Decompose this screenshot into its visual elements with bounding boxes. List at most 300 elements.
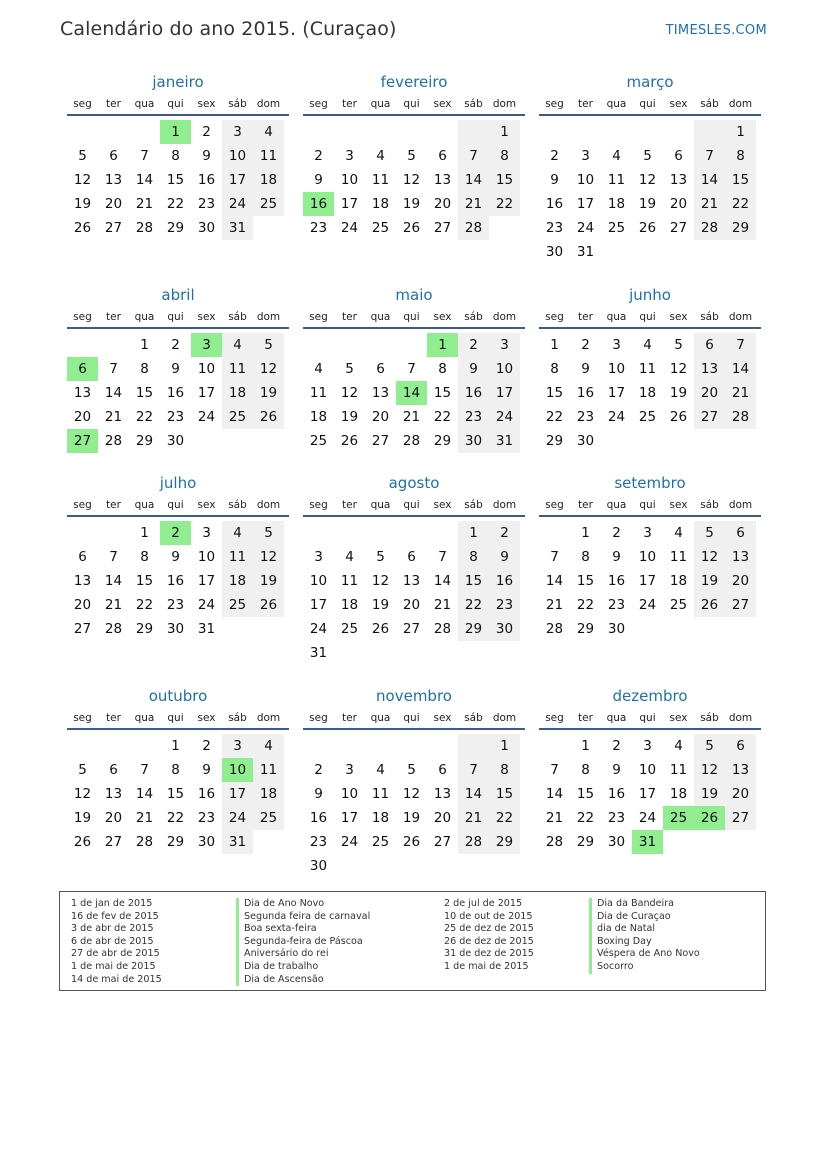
day-cell: 28 bbox=[545, 621, 564, 637]
holiday-name: Aniversário do rei bbox=[236, 948, 370, 961]
weekday-label: sex bbox=[197, 712, 216, 724]
day-cell: 20 bbox=[725, 782, 756, 806]
weekday-header bbox=[67, 94, 289, 116]
empty-cell bbox=[334, 854, 365, 878]
day-cell: 5 bbox=[407, 148, 416, 164]
day-cell: 10 bbox=[340, 172, 359, 188]
day-cell: 8 bbox=[171, 148, 180, 164]
empty-cell bbox=[303, 120, 334, 144]
day-cell: 16 bbox=[545, 196, 564, 212]
day-cell: 5 bbox=[78, 762, 87, 778]
day-cell: 10 bbox=[222, 144, 253, 168]
weekday-label: seg bbox=[309, 712, 328, 724]
weekday-label: dom bbox=[492, 311, 517, 323]
day-cell: 26 bbox=[638, 220, 657, 236]
day-cell: 18 bbox=[253, 782, 284, 806]
day-cell: 25 bbox=[607, 220, 626, 236]
day-cell: 21 bbox=[433, 597, 452, 613]
empty-cell bbox=[663, 429, 694, 453]
day-cell: 20 bbox=[104, 196, 123, 212]
holiday-day-cell: 1 bbox=[427, 333, 458, 357]
weekday-label: qui bbox=[167, 311, 184, 323]
empty-cell bbox=[427, 734, 458, 758]
day-cell: 1 bbox=[140, 525, 149, 541]
day-cell: 19 bbox=[694, 569, 725, 593]
weekday-label: qui bbox=[167, 98, 184, 110]
day-cell: 5 bbox=[253, 333, 284, 357]
day-cell: 6 bbox=[438, 148, 447, 164]
day-cell: 30 bbox=[197, 220, 216, 236]
holiday-date: 1 de mai de 2015 bbox=[71, 960, 156, 972]
day-cell: 2 bbox=[581, 337, 590, 353]
day-cell: 18 bbox=[371, 810, 390, 826]
day-cell: 25 bbox=[669, 597, 688, 613]
day-cell: 15 bbox=[545, 385, 564, 401]
empty-cell bbox=[601, 240, 632, 264]
weekday-label: sex bbox=[669, 499, 688, 511]
day-cell: 23 bbox=[197, 810, 216, 826]
brand-logo[interactable]: TIMESLES.COM bbox=[665, 23, 767, 38]
day-cell: 9 bbox=[612, 549, 621, 565]
day-cell: 21 bbox=[694, 192, 725, 216]
day-cell: 18 bbox=[309, 409, 328, 425]
weekday-label: dom bbox=[728, 311, 753, 323]
day-cell: 14 bbox=[458, 782, 489, 806]
empty-cell bbox=[601, 120, 632, 144]
weekday-label: qua bbox=[606, 98, 627, 110]
holiday-date: 3 de abr de 2015 bbox=[71, 923, 154, 935]
weekday-label: qui bbox=[639, 98, 656, 110]
day-cell: 21 bbox=[104, 597, 123, 613]
day-cell: 30 bbox=[197, 834, 216, 850]
day-cell: 22 bbox=[433, 409, 452, 425]
empty-cell bbox=[365, 120, 396, 144]
holiday-name: Segunda-feira de Páscoa bbox=[236, 936, 370, 949]
empty-cell bbox=[334, 120, 365, 144]
day-cell: 28 bbox=[545, 834, 564, 850]
empty-cell bbox=[427, 521, 458, 545]
day-cell: 19 bbox=[402, 810, 421, 826]
month-name: maio bbox=[395, 286, 433, 304]
day-cell: 29 bbox=[576, 834, 595, 850]
holiday-date: 25 de dez de 2015 bbox=[444, 923, 534, 935]
day-cell: 27 bbox=[73, 621, 92, 637]
day-cell: 22 bbox=[458, 593, 489, 617]
day-cell: 2 bbox=[314, 762, 323, 778]
empty-cell bbox=[396, 521, 427, 545]
weekday-header bbox=[539, 307, 761, 329]
day-cell: 2 bbox=[314, 148, 323, 164]
empty-cell bbox=[725, 617, 756, 641]
day-cell: 16 bbox=[309, 810, 328, 826]
day-cell: 12 bbox=[340, 385, 359, 401]
day-cell: 11 bbox=[253, 144, 284, 168]
holiday-name: Socorro bbox=[589, 961, 700, 974]
day-cell: 15 bbox=[489, 782, 520, 806]
day-cell: 22 bbox=[489, 192, 520, 216]
holiday-name: Boxing Day bbox=[589, 936, 700, 949]
day-cell: 12 bbox=[73, 786, 92, 802]
weekday-label: qui bbox=[403, 98, 420, 110]
day-cell: 17 bbox=[197, 573, 216, 589]
weekday-label: ter bbox=[106, 98, 121, 110]
day-cell: 17 bbox=[489, 381, 520, 405]
day-cell: 15 bbox=[489, 168, 520, 192]
day-cell: 20 bbox=[433, 196, 452, 212]
day-cell: 8 bbox=[171, 762, 180, 778]
empty-cell bbox=[539, 521, 570, 545]
month-name: dezembro bbox=[612, 687, 688, 705]
day-cell: 11 bbox=[371, 172, 390, 188]
empty-cell bbox=[489, 854, 520, 878]
day-cell: 3 bbox=[314, 549, 323, 565]
day-cell: 5 bbox=[376, 549, 385, 565]
day-cell: 22 bbox=[576, 597, 595, 613]
weekday-label: dom bbox=[728, 98, 753, 110]
day-cell: 17 bbox=[222, 782, 253, 806]
day-cell: 6 bbox=[438, 762, 447, 778]
holiday-name: Dia de Ano Novo bbox=[236, 898, 370, 911]
day-cell: 26 bbox=[73, 220, 92, 236]
holiday-day-cell: 3 bbox=[191, 333, 222, 357]
holiday-dates-left bbox=[71, 898, 162, 986]
weekday-label: seg bbox=[545, 311, 564, 323]
day-cell: 2 bbox=[458, 333, 489, 357]
weekday-label: dom bbox=[256, 499, 281, 511]
day-cell: 12 bbox=[253, 357, 284, 381]
day-cell: 6 bbox=[725, 734, 756, 758]
day-cell: 25 bbox=[371, 834, 390, 850]
day-cell: 24 bbox=[309, 621, 328, 637]
holiday-date: 1 de mai de 2015 bbox=[444, 960, 529, 972]
day-cell: 15 bbox=[135, 573, 154, 589]
day-cell: 5 bbox=[253, 521, 284, 545]
day-cell: 13 bbox=[669, 172, 688, 188]
day-cell: 16 bbox=[607, 573, 626, 589]
day-cell: 10 bbox=[197, 549, 216, 565]
day-cell: 21 bbox=[402, 409, 421, 425]
day-cell: 28 bbox=[402, 433, 421, 449]
day-cell: 4 bbox=[222, 333, 253, 357]
weekday-header bbox=[539, 94, 761, 116]
day-cell: 5 bbox=[345, 361, 354, 377]
day-cell: 8 bbox=[489, 144, 520, 168]
day-cell: 2 bbox=[489, 521, 520, 545]
day-cell: 11 bbox=[607, 172, 626, 188]
empty-cell bbox=[222, 429, 253, 453]
empty-cell bbox=[334, 734, 365, 758]
day-cell: 24 bbox=[638, 810, 657, 826]
day-cell: 4 bbox=[376, 762, 385, 778]
empty-cell bbox=[129, 120, 160, 144]
day-cell: 30 bbox=[576, 433, 595, 449]
day-cell: 1 bbox=[489, 734, 520, 758]
days-grid bbox=[67, 120, 289, 240]
holiday-date: 14 de mai de 2015 bbox=[71, 973, 162, 985]
day-cell: 27 bbox=[433, 834, 452, 850]
month-maio bbox=[303, 285, 525, 453]
weekday-label: sáb bbox=[700, 499, 719, 511]
weekday-label: dom bbox=[256, 98, 281, 110]
day-cell: 16 bbox=[489, 569, 520, 593]
weekday-header bbox=[303, 307, 525, 329]
day-cell: 20 bbox=[694, 381, 725, 405]
day-cell: 23 bbox=[458, 405, 489, 429]
day-cell: 9 bbox=[314, 172, 323, 188]
day-cell: 24 bbox=[222, 806, 253, 830]
holiday-date: 10 de out de 2015 bbox=[444, 910, 533, 922]
day-cell: 17 bbox=[638, 573, 657, 589]
day-cell: 12 bbox=[253, 545, 284, 569]
day-cell: 30 bbox=[166, 433, 185, 449]
day-cell: 16 bbox=[197, 172, 216, 188]
month-julho bbox=[67, 473, 289, 641]
weekday-label: ter bbox=[578, 499, 593, 511]
day-cell: 13 bbox=[725, 758, 756, 782]
day-cell: 9 bbox=[171, 361, 180, 377]
day-cell: 21 bbox=[104, 409, 123, 425]
day-cell: 12 bbox=[402, 786, 421, 802]
day-cell: 24 bbox=[197, 409, 216, 425]
empty-cell bbox=[253, 429, 284, 453]
weekday-label: sex bbox=[433, 712, 452, 724]
day-cell: 21 bbox=[545, 597, 564, 613]
empty-cell bbox=[458, 854, 489, 878]
weekday-label: seg bbox=[309, 98, 328, 110]
weekday-label: qua bbox=[370, 98, 391, 110]
weekday-label: qua bbox=[134, 98, 155, 110]
day-cell: 31 bbox=[222, 216, 253, 240]
day-cell: 28 bbox=[104, 433, 123, 449]
empty-cell bbox=[427, 854, 458, 878]
day-cell: 11 bbox=[222, 357, 253, 381]
day-cell: 6 bbox=[725, 521, 756, 545]
empty-cell bbox=[694, 120, 725, 144]
weekday-header bbox=[539, 708, 761, 730]
weekday-label: ter bbox=[342, 712, 357, 724]
weekday-label: sáb bbox=[464, 499, 483, 511]
day-cell: 16 bbox=[166, 385, 185, 401]
day-cell: 7 bbox=[407, 361, 416, 377]
day-cell: 29 bbox=[458, 617, 489, 641]
empty-cell bbox=[67, 333, 98, 357]
day-cell: 19 bbox=[669, 385, 688, 401]
empty-cell bbox=[129, 734, 160, 758]
day-cell: 18 bbox=[340, 597, 359, 613]
day-cell: 4 bbox=[674, 738, 683, 754]
weekday-header bbox=[303, 708, 525, 730]
day-cell: 7 bbox=[140, 148, 149, 164]
day-cell: 20 bbox=[725, 569, 756, 593]
day-cell: 20 bbox=[73, 597, 92, 613]
empty-cell bbox=[458, 734, 489, 758]
holiday-day-cell: 31 bbox=[632, 830, 663, 854]
day-cell: 22 bbox=[545, 409, 564, 425]
empty-cell bbox=[67, 120, 98, 144]
day-cell: 14 bbox=[725, 357, 756, 381]
day-cell: 15 bbox=[458, 569, 489, 593]
holiday-date: 26 de dez de 2015 bbox=[444, 935, 534, 947]
holiday-dates-right bbox=[444, 898, 534, 974]
day-cell: 4 bbox=[376, 148, 385, 164]
day-cell: 23 bbox=[607, 810, 626, 826]
day-cell: 17 bbox=[340, 810, 359, 826]
weekday-label: sáb bbox=[228, 311, 247, 323]
day-cell: 29 bbox=[545, 433, 564, 449]
empty-cell bbox=[694, 830, 725, 854]
day-cell: 11 bbox=[222, 545, 253, 569]
empty-cell bbox=[365, 854, 396, 878]
day-cell: 11 bbox=[669, 762, 688, 778]
holiday-day-cell: 10 bbox=[222, 758, 253, 782]
empty-cell bbox=[458, 120, 489, 144]
weekday-label: seg bbox=[73, 311, 92, 323]
empty-cell bbox=[694, 240, 725, 264]
day-cell: 3 bbox=[612, 337, 621, 353]
day-cell: 6 bbox=[674, 148, 683, 164]
day-cell: 14 bbox=[135, 172, 154, 188]
day-cell: 9 bbox=[171, 549, 180, 565]
day-cell: 17 bbox=[340, 196, 359, 212]
holiday-name: Dia de trabalho bbox=[236, 961, 370, 974]
day-cell: 19 bbox=[371, 597, 390, 613]
holiday-date: 2 de jul de 2015 bbox=[444, 898, 523, 909]
day-cell: 22 bbox=[489, 806, 520, 830]
day-cell: 5 bbox=[407, 762, 416, 778]
day-cell: 28 bbox=[433, 621, 452, 637]
empty-cell bbox=[427, 120, 458, 144]
empty-cell bbox=[632, 240, 663, 264]
month-name: junho bbox=[629, 286, 671, 304]
day-cell: 10 bbox=[607, 361, 626, 377]
day-cell: 18 bbox=[222, 569, 253, 593]
holiday-day-cell: 1 bbox=[160, 120, 191, 144]
empty-cell bbox=[632, 617, 663, 641]
day-cell: 15 bbox=[433, 385, 452, 401]
day-cell: 23 bbox=[607, 597, 626, 613]
day-cell: 4 bbox=[345, 549, 354, 565]
weekday-label: sáb bbox=[228, 499, 247, 511]
day-cell: 3 bbox=[581, 148, 590, 164]
day-cell: 14 bbox=[458, 168, 489, 192]
day-cell: 26 bbox=[253, 593, 284, 617]
day-cell: 6 bbox=[109, 762, 118, 778]
day-cell: 24 bbox=[607, 409, 626, 425]
weekday-label: dom bbox=[256, 712, 281, 724]
weekday-header bbox=[67, 708, 289, 730]
weekday-label: ter bbox=[106, 311, 121, 323]
day-cell: 8 bbox=[140, 361, 149, 377]
day-cell: 22 bbox=[166, 810, 185, 826]
weekday-header bbox=[67, 495, 289, 517]
weekday-label: sáb bbox=[700, 98, 719, 110]
day-cell: 29 bbox=[135, 433, 154, 449]
holiday-date: 1 de jan de 2015 bbox=[71, 898, 153, 909]
day-cell: 8 bbox=[581, 549, 590, 565]
day-cell: 30 bbox=[545, 244, 564, 260]
day-cell: 9 bbox=[489, 545, 520, 569]
weekday-header bbox=[539, 495, 761, 517]
day-cell: 24 bbox=[638, 597, 657, 613]
empty-cell bbox=[601, 429, 632, 453]
day-cell: 27 bbox=[104, 220, 123, 236]
day-cell: 24 bbox=[222, 192, 253, 216]
day-cell: 13 bbox=[402, 573, 421, 589]
day-cell: 25 bbox=[253, 192, 284, 216]
empty-cell bbox=[365, 521, 396, 545]
month-agosto bbox=[303, 473, 525, 665]
day-cell: 8 bbox=[550, 361, 559, 377]
month-outubro bbox=[67, 686, 289, 854]
weekday-label: sáb bbox=[228, 712, 247, 724]
empty-cell bbox=[539, 120, 570, 144]
day-cell: 12 bbox=[694, 545, 725, 569]
day-cell: 2 bbox=[612, 738, 621, 754]
weekday-label: qui bbox=[403, 712, 420, 724]
day-cell: 29 bbox=[166, 834, 185, 850]
month-dezembro bbox=[539, 686, 761, 854]
day-cell: 5 bbox=[78, 148, 87, 164]
day-cell: 3 bbox=[345, 762, 354, 778]
day-cell: 10 bbox=[197, 361, 216, 377]
holiday-date: 16 de fev de 2015 bbox=[71, 910, 159, 922]
weekday-label: seg bbox=[545, 499, 564, 511]
days-grid bbox=[303, 521, 525, 665]
day-cell: 5 bbox=[674, 337, 683, 353]
empty-cell bbox=[98, 120, 129, 144]
day-cell: 20 bbox=[371, 409, 390, 425]
day-cell: 15 bbox=[725, 168, 756, 192]
weekday-label: qua bbox=[606, 712, 627, 724]
holiday-day-cell: 27 bbox=[67, 429, 98, 453]
day-cell: 19 bbox=[73, 810, 92, 826]
holiday-name: dia de Natal bbox=[589, 923, 700, 936]
empty-cell bbox=[396, 120, 427, 144]
day-cell: 9 bbox=[202, 148, 211, 164]
day-cell: 22 bbox=[725, 192, 756, 216]
day-cell: 1 bbox=[550, 337, 559, 353]
day-cell: 8 bbox=[458, 545, 489, 569]
day-cell: 25 bbox=[309, 433, 328, 449]
day-cell: 1 bbox=[581, 525, 590, 541]
day-cell: 28 bbox=[694, 216, 725, 240]
day-cell: 21 bbox=[458, 806, 489, 830]
day-cell: 7 bbox=[694, 144, 725, 168]
weekday-label: seg bbox=[73, 499, 92, 511]
empty-cell bbox=[632, 429, 663, 453]
day-cell: 7 bbox=[109, 361, 118, 377]
day-cell: 15 bbox=[166, 786, 185, 802]
day-cell: 4 bbox=[314, 361, 323, 377]
day-cell: 16 bbox=[458, 381, 489, 405]
day-cell: 26 bbox=[402, 220, 421, 236]
weekday-label: qui bbox=[403, 311, 420, 323]
day-cell: 15 bbox=[166, 172, 185, 188]
day-cell: 19 bbox=[402, 196, 421, 212]
day-cell: 3 bbox=[643, 525, 652, 541]
month-name: março bbox=[626, 73, 674, 91]
weekday-label: qua bbox=[606, 311, 627, 323]
day-cell: 14 bbox=[433, 573, 452, 589]
day-cell: 25 bbox=[222, 405, 253, 429]
holiday-name: Dia da Bandeira bbox=[589, 898, 700, 911]
month-name: fevereiro bbox=[380, 73, 448, 91]
day-cell: 23 bbox=[309, 834, 328, 850]
weekday-label: sex bbox=[197, 499, 216, 511]
day-cell: 28 bbox=[458, 830, 489, 854]
day-cell: 24 bbox=[340, 834, 359, 850]
empty-cell bbox=[663, 617, 694, 641]
